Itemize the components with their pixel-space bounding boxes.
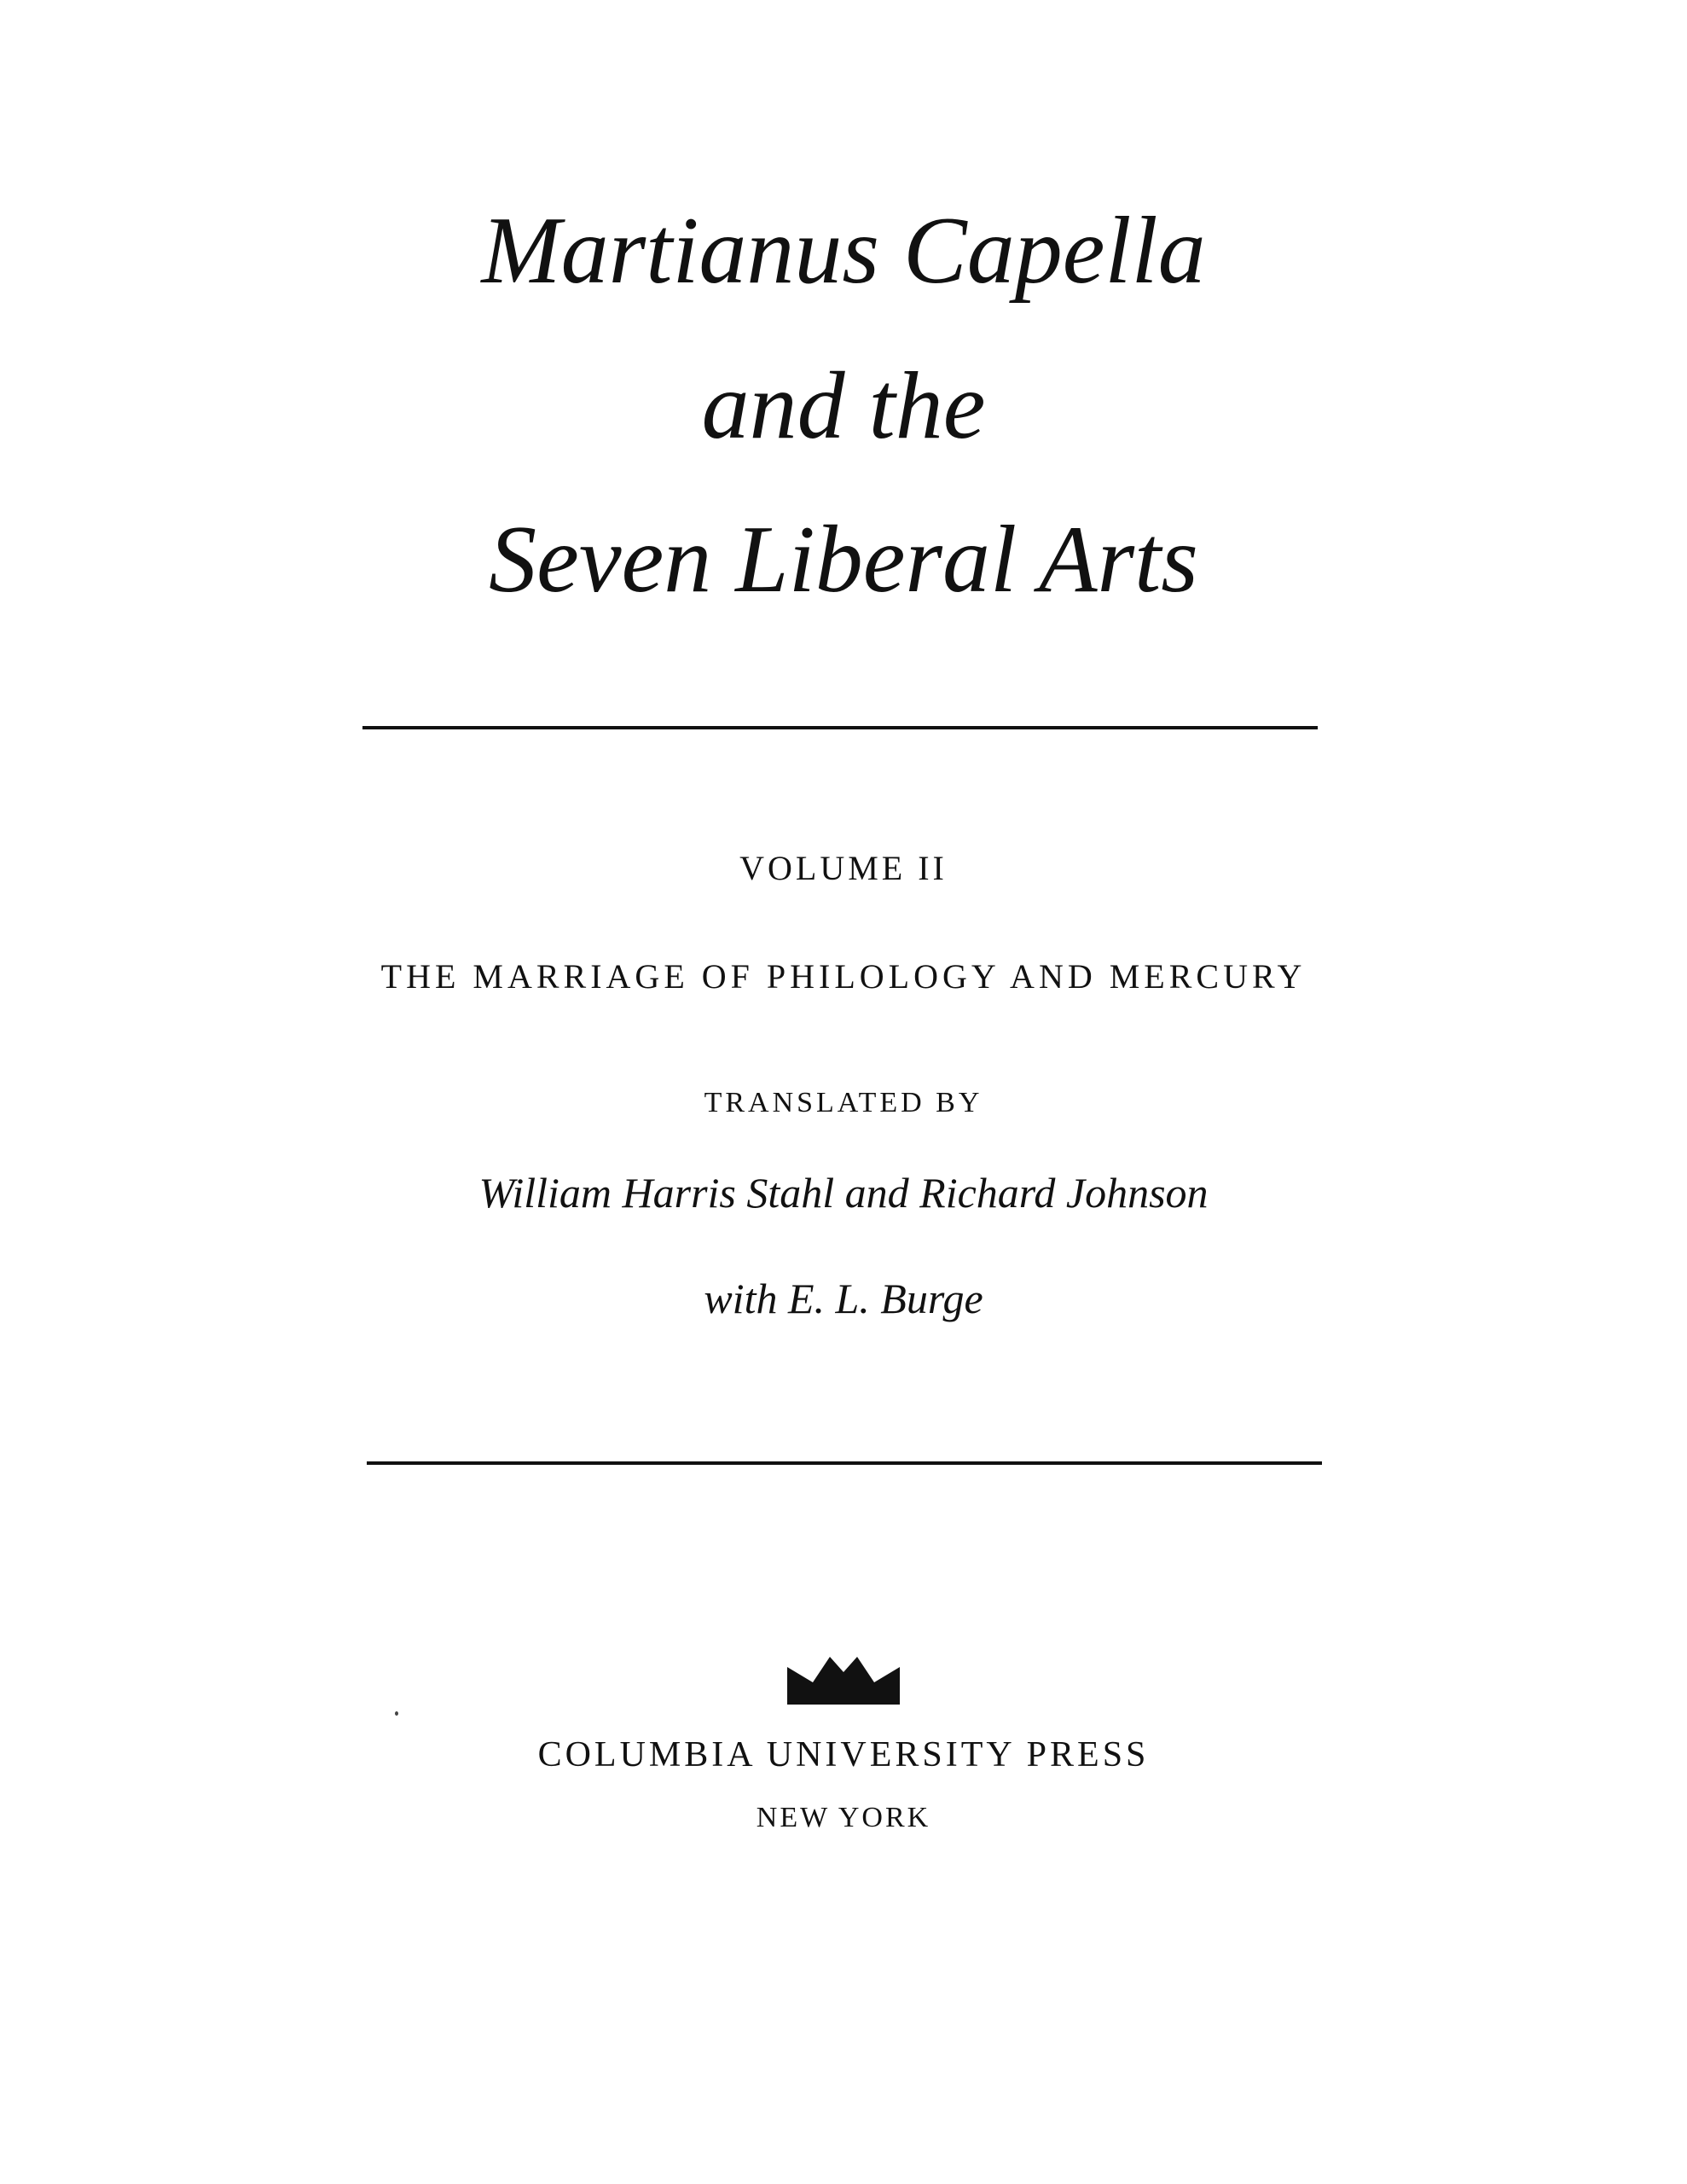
scan-speck [395, 1711, 398, 1716]
top-rule [362, 726, 1318, 729]
subtitle: THE MARRIAGE OF PHILOLOGY AND MERCURY [380, 957, 1307, 996]
translators: William Harris Stahl and Richard Johnson [478, 1169, 1209, 1217]
publisher-city: NEW YORK [756, 1802, 931, 1833]
publisher-name: COLUMBIA UNIVERSITY PRESS [537, 1735, 1150, 1774]
title-line-3: Seven Liberal Arts [489, 507, 1198, 613]
translated-by-label: TRANSLATED BY [704, 1087, 983, 1118]
title-line-2: and the [701, 353, 986, 459]
co-translator: with E. L. Burge [704, 1275, 983, 1322]
volume-label: VOLUME II [739, 849, 948, 887]
title-line-1: Martianus Capella [481, 198, 1206, 304]
bottom-rule [367, 1461, 1322, 1465]
crown-icon [787, 1653, 900, 1705]
